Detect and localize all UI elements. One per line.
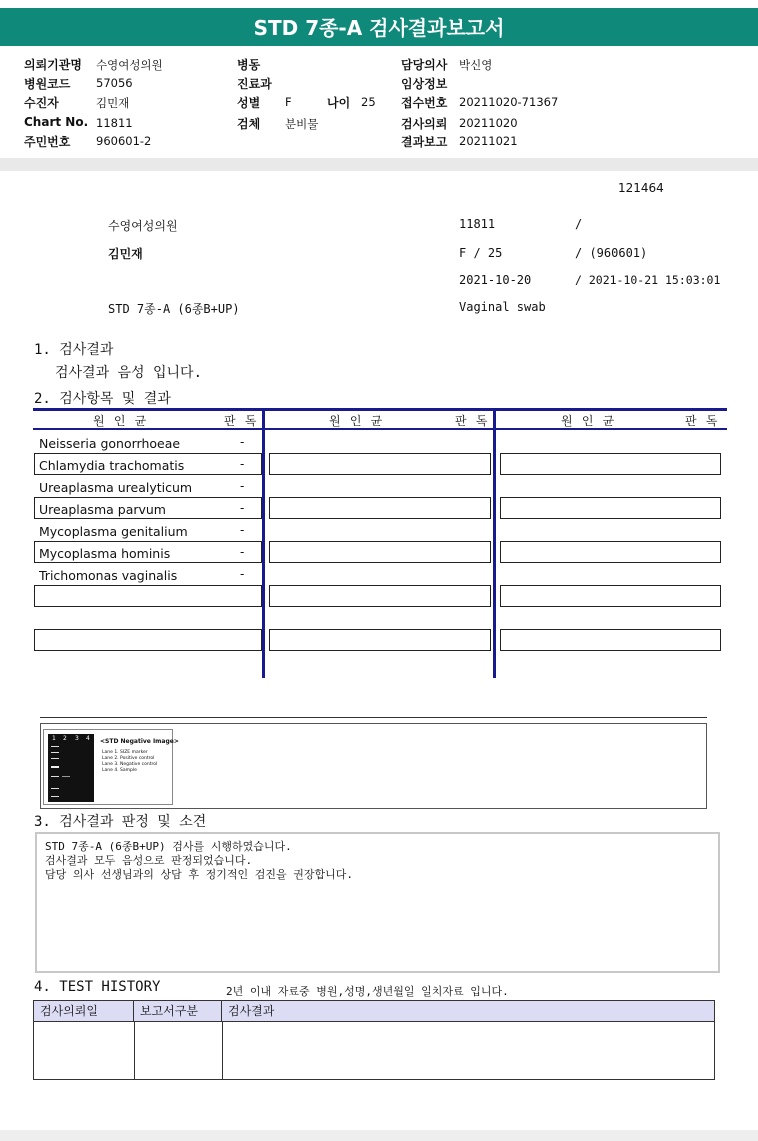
summary-patient-name: 김민재 bbox=[108, 247, 143, 261]
client-label: 의뢰기관명 bbox=[24, 58, 82, 72]
organism-name: Ureaplasma parvum bbox=[39, 502, 166, 517]
summary-report-datetime: / 2021-10-21 15:03:01 bbox=[575, 273, 721, 287]
history-col-request-date: 검사의뢰일 bbox=[34, 1001, 134, 1022]
opinion-box bbox=[35, 832, 720, 973]
sex-value: F bbox=[285, 95, 292, 109]
gel-band bbox=[51, 766, 59, 768]
row-box bbox=[500, 497, 721, 519]
col1-result-header: 판 독 bbox=[224, 414, 258, 428]
gel-band bbox=[51, 776, 59, 777]
summary-test-name: STD 7종-A (6종B+UP) bbox=[108, 302, 240, 316]
gel-photo bbox=[48, 734, 94, 802]
col2-result-header: 판 독 bbox=[455, 414, 489, 428]
sex-label: 성별 bbox=[237, 96, 261, 110]
table-top-rule bbox=[33, 408, 727, 411]
gel-band bbox=[51, 788, 59, 789]
gel-image bbox=[43, 729, 179, 805]
summary-clinic: 수영여성의원 bbox=[108, 219, 178, 233]
gel-band bbox=[62, 776, 70, 777]
history-col-divider bbox=[134, 1022, 135, 1079]
gel-band bbox=[51, 796, 59, 797]
client-value: 수영여성의원 bbox=[96, 58, 163, 72]
hospital-code-label: 병원코드 bbox=[24, 77, 71, 91]
resident-no-label: 주민번호 bbox=[24, 135, 71, 149]
organism-result: - bbox=[240, 479, 245, 493]
patient-value: 김민재 bbox=[96, 96, 130, 110]
history-col-result: 검사결과 bbox=[222, 1001, 714, 1022]
chart-no-value: 11811 bbox=[96, 116, 133, 130]
history-table bbox=[33, 1000, 715, 1080]
doctor-value: 박신영 bbox=[459, 58, 493, 72]
organism-result: - bbox=[240, 435, 245, 449]
report-id: 121464 bbox=[618, 181, 664, 195]
row-box bbox=[34, 585, 262, 607]
row-box bbox=[500, 541, 721, 563]
gel-legend-item: Lane 1. SIZE marker bbox=[102, 750, 148, 755]
organism-name: Chlamydia trachomatis bbox=[39, 458, 185, 473]
opinion-line: 담당 의사 선생님과의 상담 후 정기적인 검진을 권장합니다. bbox=[45, 868, 354, 881]
section4-title: 4. TEST HISTORY bbox=[34, 979, 161, 995]
specimen-label: 검체 bbox=[237, 117, 261, 131]
report-date-label: 결과보고 bbox=[401, 135, 448, 149]
organism-result: - bbox=[240, 567, 245, 581]
lane-number: 1 bbox=[52, 735, 56, 742]
patient-info-panel bbox=[0, 46, 758, 156]
ward-label: 병동 bbox=[237, 58, 261, 72]
chart-no-label: Chart No. bbox=[24, 115, 89, 129]
doctor-label: 담당의사 bbox=[401, 58, 448, 72]
gel-band bbox=[51, 746, 59, 747]
receipt-no-label: 접수번호 bbox=[401, 96, 448, 110]
clinical-info-label: 임상정보 bbox=[401, 77, 448, 91]
patient-label: 수진자 bbox=[24, 96, 59, 110]
gel-legend-item: Lane 2. Positive control bbox=[102, 756, 155, 761]
gel-band bbox=[51, 752, 59, 753]
request-date-value: 20211020 bbox=[459, 116, 518, 130]
summary-chart-no: 11811 bbox=[459, 217, 496, 231]
table-divider-2 bbox=[493, 408, 496, 678]
history-note: 2년 이내 자료중 병원,성명,생년월일 일치자료 입니다. bbox=[226, 985, 509, 998]
summary-sex-age: F / 25 bbox=[459, 246, 503, 260]
section2-title: 2. 검사항목 및 결과 bbox=[34, 391, 171, 407]
gel-legend-item: Lane 3. Negative control bbox=[102, 762, 158, 767]
col3-organism-header: 원 인 균 bbox=[561, 414, 616, 428]
request-date-label: 검사의뢰 bbox=[401, 117, 448, 131]
row-box bbox=[34, 629, 262, 651]
age-label: 나이 bbox=[327, 96, 351, 110]
organism-name: Mycoplasma genitalium bbox=[39, 524, 188, 539]
lane-number: 4 bbox=[86, 735, 90, 742]
organism-name: Trichomonas vaginalis bbox=[39, 568, 178, 583]
image-top-rule bbox=[40, 717, 707, 718]
header-divider bbox=[0, 158, 758, 171]
organism-result: - bbox=[240, 545, 245, 559]
receipt-no-value: 20211020-71367 bbox=[459, 95, 559, 109]
history-col-report-type: 보고서구분 bbox=[134, 1001, 222, 1022]
row-box bbox=[269, 585, 491, 607]
report-title: STD 7종-A 검사결과보고서 bbox=[0, 8, 758, 46]
row-box bbox=[269, 629, 491, 651]
row-box bbox=[500, 629, 721, 651]
opinion-line: STD 7종-A (6종B+UP) 검사를 시행하였습니다. bbox=[45, 840, 292, 853]
opinion-line: 검사결과 모두 음성으로 판정되었습니다. bbox=[45, 854, 253, 867]
row-box bbox=[269, 497, 491, 519]
gel-title: <STD Negative Image> bbox=[100, 738, 179, 745]
footer-bar bbox=[0, 1130, 758, 1141]
gel-band bbox=[51, 758, 59, 759]
report-date-value: 20211021 bbox=[459, 134, 518, 148]
dept-label: 진료과 bbox=[237, 77, 272, 91]
row-box bbox=[269, 541, 491, 563]
resident-no-value: 960601-2 bbox=[96, 134, 152, 148]
lane-number: 2 bbox=[63, 735, 67, 742]
table-divider-1 bbox=[262, 408, 265, 678]
organism-result: - bbox=[240, 523, 245, 537]
summary-specimen: Vaginal swab bbox=[459, 300, 546, 314]
age-value: 25 bbox=[361, 95, 376, 109]
lane-number: 3 bbox=[75, 735, 79, 742]
organism-name: Neisseria gonorrhoeae bbox=[39, 436, 181, 451]
organism-name: Ureaplasma urealyticum bbox=[39, 480, 193, 495]
organism-result: - bbox=[240, 457, 245, 471]
row-box bbox=[269, 453, 491, 475]
row-box bbox=[500, 453, 721, 475]
col3-result-header: 판 독 bbox=[685, 414, 719, 428]
section1-title: 1. 검사결과 bbox=[34, 342, 114, 358]
summary-request-date: 2021-10-20 bbox=[459, 273, 532, 287]
col1-organism-header: 원 인 균 bbox=[93, 414, 148, 428]
summary-slash: / bbox=[575, 217, 583, 231]
history-col-divider bbox=[222, 1022, 223, 1079]
specimen-value: 분비물 bbox=[285, 117, 319, 131]
gel-legend-item: Lane 4. Sample bbox=[102, 768, 137, 773]
section1-result-text: 검사결과 음성 입니다. bbox=[55, 365, 203, 381]
summary-birth: / (960601) bbox=[575, 246, 648, 260]
col2-organism-header: 원 인 균 bbox=[329, 414, 384, 428]
organism-name: Mycoplasma hominis bbox=[39, 546, 171, 561]
organism-result: - bbox=[240, 501, 245, 515]
row-box bbox=[500, 585, 721, 607]
section3-title: 3. 검사결과 판정 및 소견 bbox=[34, 814, 207, 830]
hospital-code-value: 57056 bbox=[96, 76, 133, 90]
